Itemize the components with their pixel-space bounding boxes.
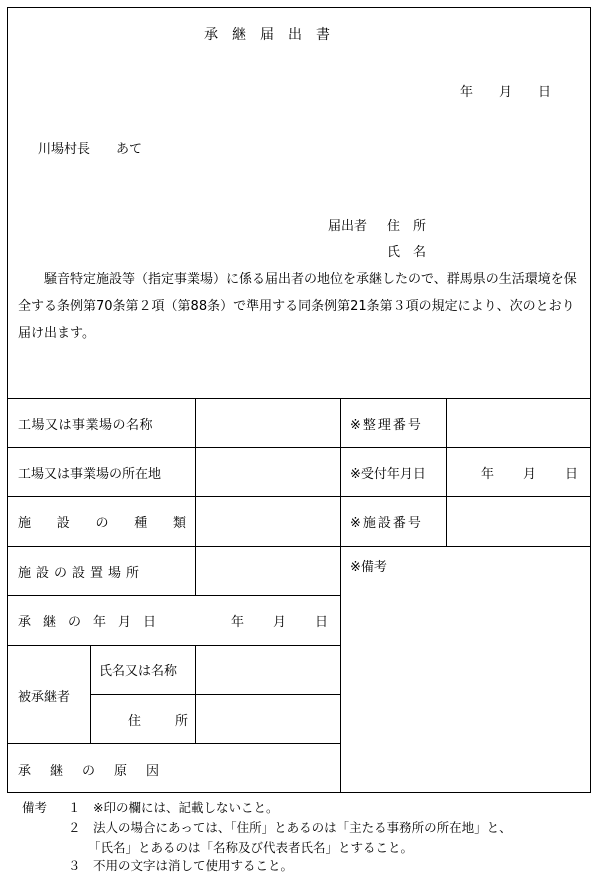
col-line-sub	[90, 645, 91, 743]
received-date-value: 年 月 日	[481, 467, 580, 482]
predecessor-name-label: 氏名又は名称	[99, 664, 178, 679]
facility-number-label: ※施設番号	[350, 516, 423, 531]
remarks-label: ※備考	[350, 560, 387, 575]
addressee: 川場村長 あて	[38, 142, 143, 157]
predecessor-address-label: 住所	[128, 714, 223, 729]
succession-date-value: 年 月 日	[231, 615, 330, 630]
row-line-5	[7, 595, 340, 596]
facility-type-label: 施 設 の 種 類	[18, 516, 186, 531]
row-line-8	[7, 743, 340, 744]
factory-name-label: 工場又は事業場の名称	[18, 418, 154, 433]
row-line-4	[7, 546, 591, 547]
install-place-label: 施設の設置場所	[18, 566, 145, 581]
received-date-label: ※受付年月日	[350, 467, 426, 482]
col-line-right	[446, 398, 447, 546]
form-date: 年 月 日	[460, 85, 552, 100]
address-label: 住 所	[387, 219, 427, 234]
row-line-6	[7, 645, 340, 646]
row-line-2	[7, 447, 591, 448]
frame-bottom	[7, 792, 591, 793]
row-line-3	[7, 496, 591, 497]
frame-top	[7, 7, 591, 8]
note-1: １ ※印の欄には、記載しないこと。	[68, 800, 279, 815]
frame-left	[7, 7, 8, 793]
note-2a: ２ 法人の場合にあっては、「住所」とあるのは「主たる事務所の所在地」と、	[68, 820, 512, 835]
note-3: ３ 不用の文字は消して使用すること。	[68, 858, 294, 873]
notifier-label: 届出者	[328, 219, 368, 234]
note-2b: 「氏名」とあるのは「名称及び代表者氏名」とすること。	[88, 840, 414, 855]
predecessor-label: 被承継者	[18, 690, 71, 705]
succession-reason-label: 承継の原因	[18, 764, 179, 779]
succession-date-label: 承継の年月日	[18, 615, 169, 630]
col-line-mid	[340, 398, 341, 793]
row-line-1	[7, 398, 591, 399]
notes-label: 備考	[22, 800, 48, 815]
name-label: 氏 名	[387, 245, 427, 260]
body-text: 騒音特定施設等（指定事業場）に係る届出者の地位を承継したので、群馬県の生活環境を保全する条例第70条第２項（第88条）で準用する同条例第21条第３項の規定により、次のとおり届け出ます。	[18, 272, 577, 341]
row-line-7	[90, 694, 340, 695]
ref-number-label: ※整理番号	[350, 418, 423, 433]
factory-location-label: 工場又は事業場の所在地	[18, 467, 162, 482]
col-line-label	[195, 398, 196, 595]
form-title: 承 継 届 出 書	[204, 27, 330, 43]
frame-right	[590, 7, 591, 793]
